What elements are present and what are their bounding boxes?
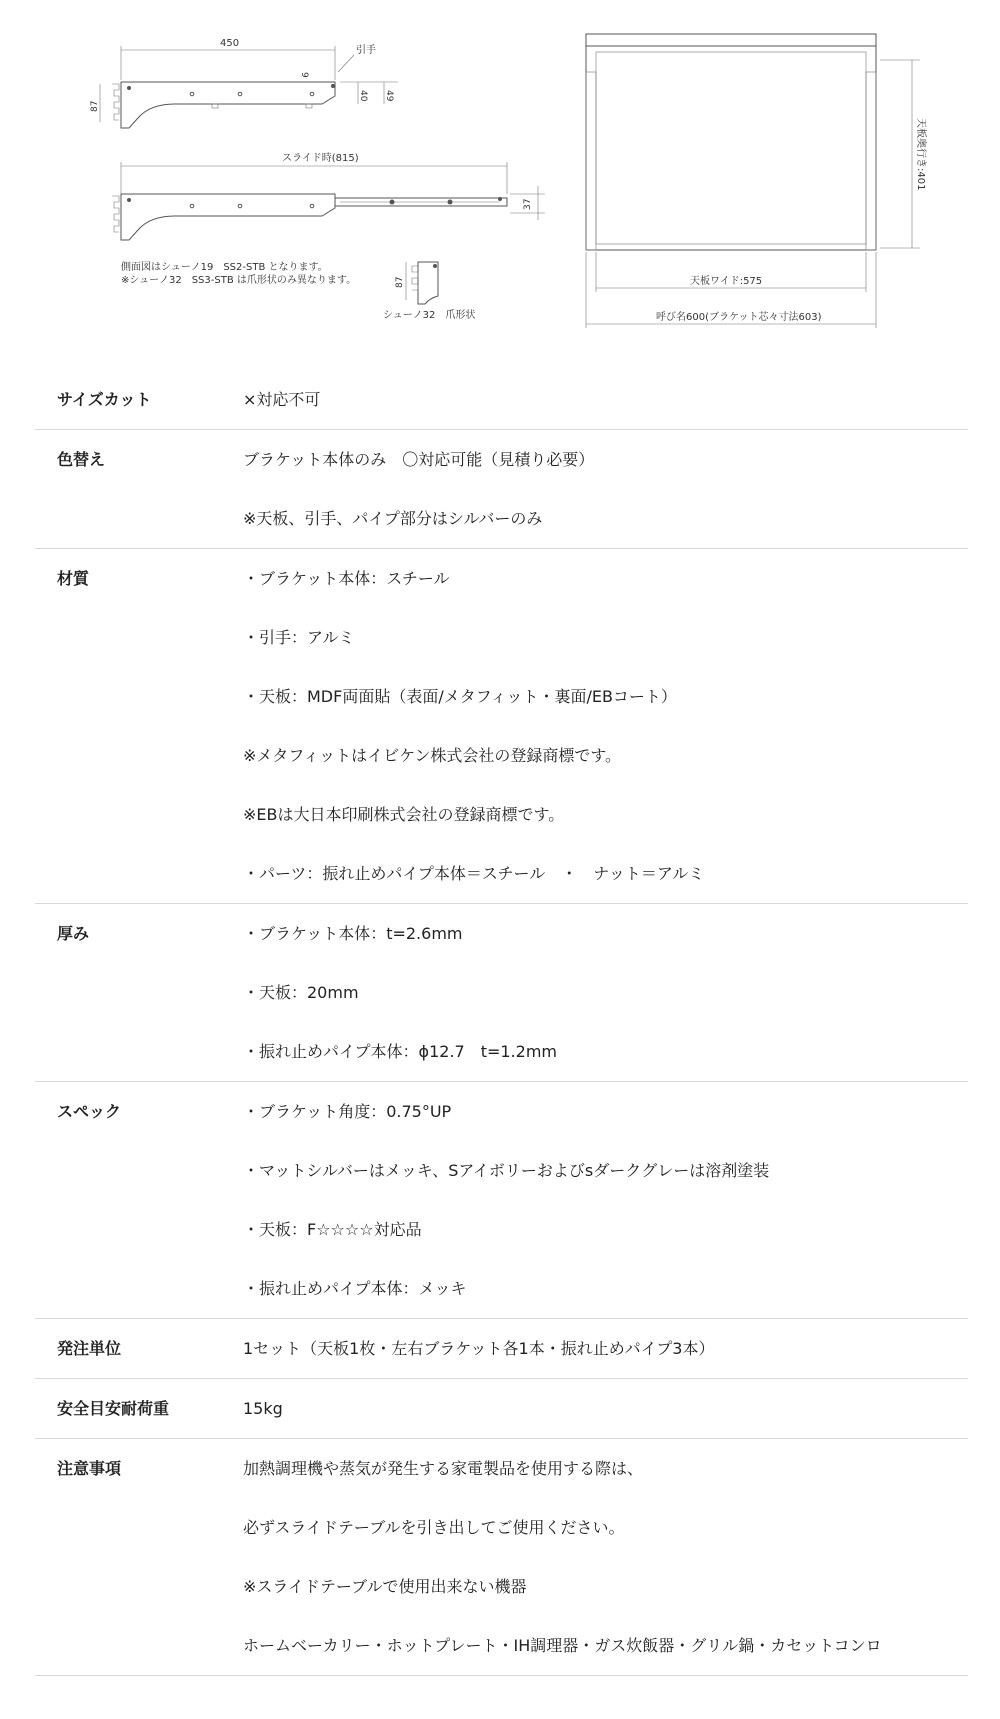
spec-label: 厚み [57,924,90,943]
side-view-note-2: ※シューノ32 SS3-STB は爪形状のみ異なります。 [121,275,357,286]
spec-row [35,904,968,1082]
spec-values [243,430,968,548]
spec-value: ※天板、引手、パイプ部分はシルバーのみ [243,509,543,528]
claw-caption: シューノ32 爪形状 [383,310,476,321]
dim-37: 37 [523,198,533,210]
side-view-bracket [90,38,398,128]
spec-values [243,1379,968,1438]
spec-label: 発注単位 [57,1339,122,1358]
spec-value: 加熱調理機や蒸気が発生する家電製品を使用する際は、 [243,1459,644,1478]
spec-value: ・振れ止めパイプ本体：ϕ12.7 t=1.2mm [243,1042,557,1061]
spec-values [243,1439,968,1675]
width-label: 天板ワイド:575 [690,276,763,287]
spec-values [243,1319,968,1378]
spec-label: 安全目安耐荷重 [57,1399,170,1418]
spec-label: スペック [57,1102,122,1121]
spec-value: ※スライドテーブルで使用出来ない機器 [243,1577,527,1596]
side-view-note-1: 側面図はシューノ19 SS2-STB となります。 [121,262,328,273]
spec-values [243,549,968,903]
spec-value: ・パーツ：振れ止めパイプ本体＝スチール ・ ナット＝アルミ [243,864,705,883]
spec-label: 注意事項 [57,1459,122,1478]
spec-value: ・天板：20mm [243,983,359,1002]
spec-value: ×対応不可 [243,390,321,409]
dim-slide-815: スライド時(815) [282,153,359,164]
spec-values [243,370,968,429]
spec-row [35,549,968,904]
spec-value: 15kg [243,1399,283,1418]
top-view [586,34,928,328]
claw-dim-87: 87 [395,276,405,288]
dim-40: 40 [358,90,368,102]
spec-row [35,1379,968,1439]
spec-value: ホームベーカリー・ホットプレート・IH調理器・ガス炊飯器・グリル鍋・カセットコンロ [243,1636,882,1655]
spec-row [35,1082,968,1319]
spec-value: ・ブラケット本体：t=2.6mm [243,924,463,943]
spec-label: 色替え [57,450,106,469]
claw-detail [383,262,475,321]
spec-value: 必ずスライドテーブルを引き出してご使用ください。 [243,1518,625,1537]
spec-value: ・ブラケット本体：スチール [243,569,450,588]
spec-row [35,430,968,549]
spec-value: ブラケット本体のみ 〇対応可能（見積り必要） [243,450,595,469]
spec-value: ※EBは大日本印刷株式会社の登録商標です。 [243,805,565,824]
dim-87: 87 [90,100,100,112]
spec-label: 材質 [57,569,90,588]
dim-450: 450 [220,38,240,49]
spec-row [35,370,968,430]
spec-values [243,1082,968,1318]
technical-drawings [0,0,1000,350]
spec-values [243,904,968,1081]
spec-value: ※メタフィットはイビケン株式会社の登録商標です。 [243,746,622,765]
spec-table [35,370,968,1676]
side-view-slide [112,151,545,240]
spec-value: ・マットシルバーはメッキ、Sアイボリーおよびsダークグレーは溶剤塗装 [243,1161,770,1180]
spec-value: ・引手：アルミ [243,628,355,647]
depth-label: 天板奥行き:401 [915,118,926,191]
dim-9: 9 [299,72,309,78]
label-hikite: 引手 [356,45,376,56]
spec-row [35,1439,968,1676]
spec-label: サイズカット [57,390,152,409]
spec-row [35,1319,968,1379]
spec-value: ・ブラケット角度：0.75°UP [243,1102,452,1121]
drawing-canvas [0,0,1000,350]
dim-49: 49 [384,90,394,102]
spec-value: ・天板：MDF両面貼（表面/メタフィット・裏面/EBコート） [243,687,677,706]
spec-value: 1セット（天板1枚・左右ブラケット各1本・振れ止めパイプ3本） [243,1339,715,1358]
spec-value: ・振れ止めパイプ本体：メッキ [243,1279,467,1298]
spec-value: ・天板：F☆☆☆☆対応品 [243,1220,422,1239]
nominal-label: 呼び名600(ブラケット芯々寸法603) [656,312,822,323]
